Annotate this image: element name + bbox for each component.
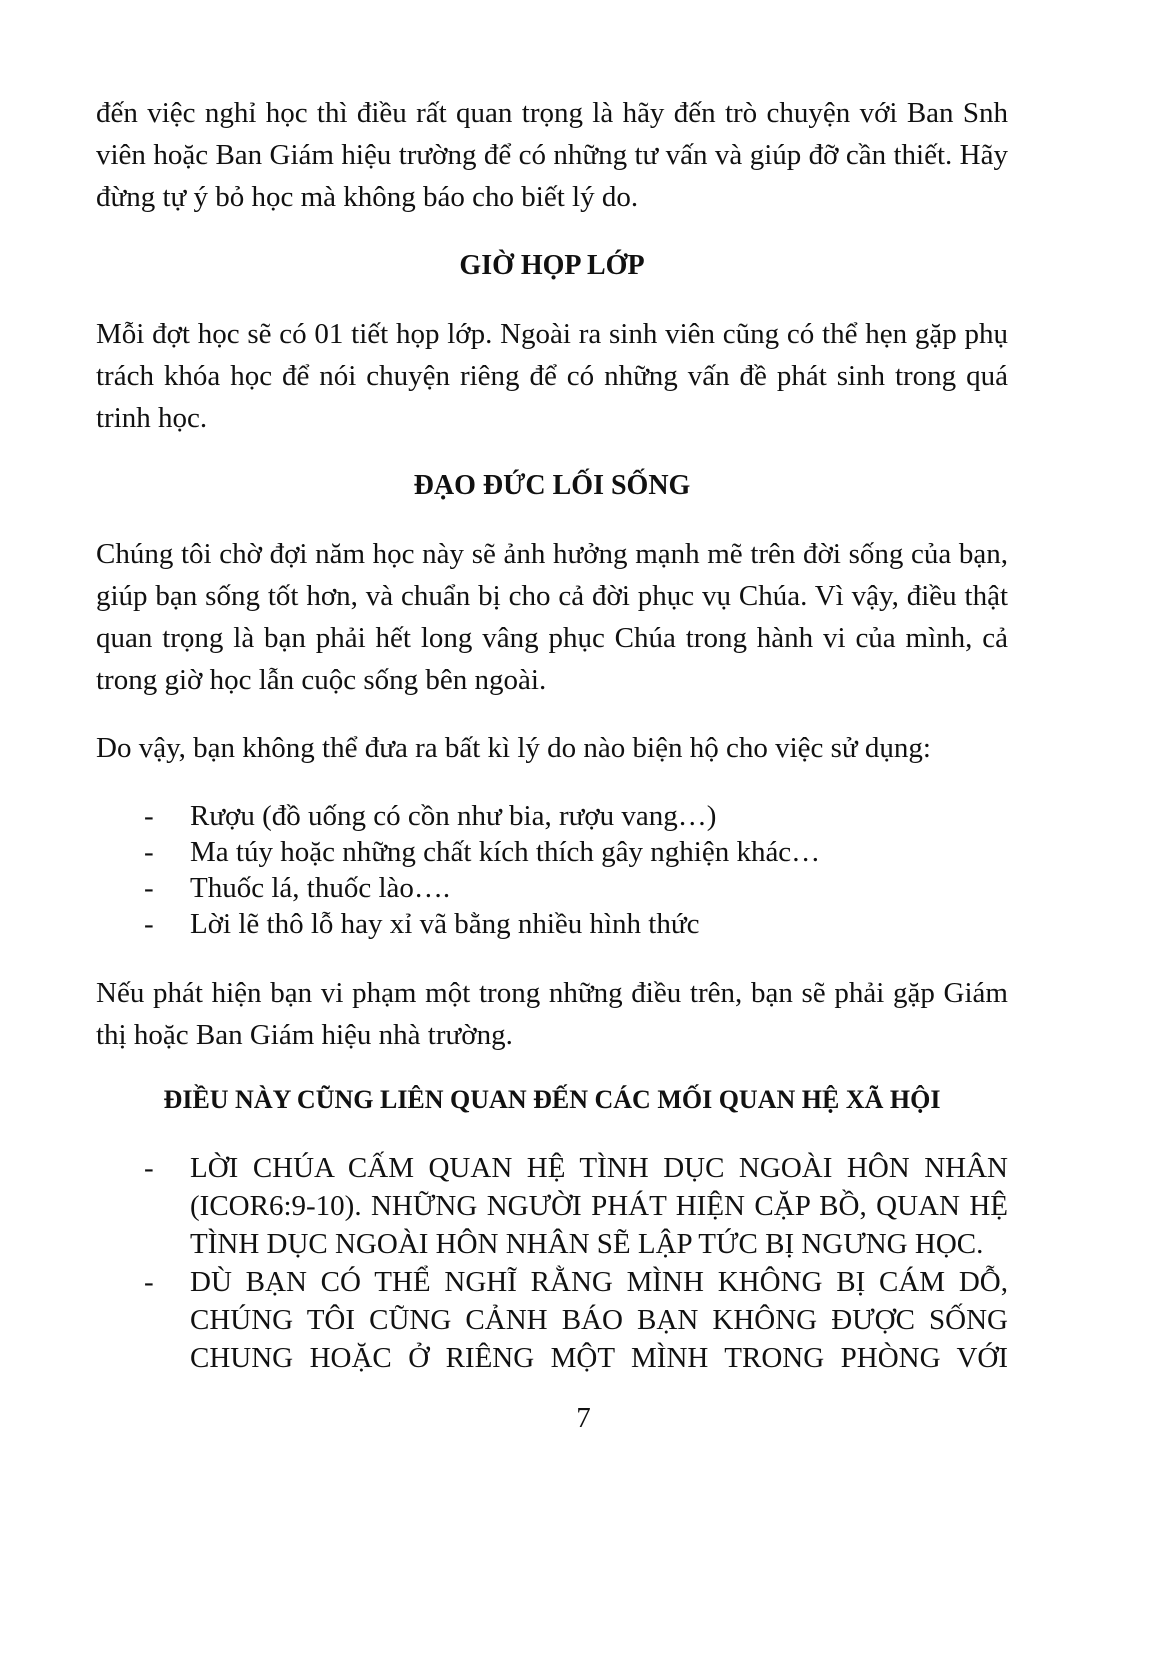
bullet: - bbox=[144, 1266, 154, 1298]
heading-gio-hop-lop: GIỜ HỌP LỚP bbox=[459, 250, 645, 281]
intro-paragraph: đến việc nghỉ học thì điều rất quan trọng là hãy đến trò chuyện với Ban Snh viên hoặc Ban Giám hiệu trường để có những tư vấn và giúp đỡ cần thiết. Hãy đừng tự ý bỏ học mà không báo cho biết lý do. bbox=[96, 97, 1008, 213]
page-number: 7 bbox=[576, 1402, 591, 1434]
paragraph-gio-hop-lop: Mỗi đợt học sẽ có 01 tiết họp lớp. Ngoài ra sinh viên cũng có thể hẹn gặp phụ trách khóa học để nói chuyện riêng để có những vấn đề phát sinh trong quá trinh học. bbox=[96, 318, 1008, 434]
prohibited-list bbox=[96, 798, 1008, 942]
relations-list bbox=[96, 1149, 1008, 1377]
heading-dao-duc-loi-song: ĐẠO ĐỨC LỐI SỐNG bbox=[413, 470, 691, 501]
bullet: - bbox=[144, 1152, 154, 1184]
bullet: - bbox=[144, 908, 154, 940]
list-item: - LỜI CHÚA CẤM QUAN HỆ TÌNH DỤC NGOÀI HÔN NHÂN (ICOR6:9-10). NHỮNG NGƯỜI PHÁT HIỆN CẶP BỒ, QUAN HỆ TÌNH DỤC NGOÀI HÔN NHÂN SẼ LẬP TỨC BỊ NGƯNG HỌC. bbox=[96, 1149, 1008, 1263]
list-item: - Ma túy hoặc những chất kích thích gây nghiện khác… bbox=[144, 836, 821, 868]
list-item: - Thuốc lá, thuốc lào…. bbox=[144, 872, 451, 904]
bullet: - bbox=[144, 872, 154, 904]
bullet: - bbox=[144, 836, 154, 868]
list-item: - DÙ BẠN CÓ THỂ NGHĨ RẰNG MÌNH KHÔNG BỊ CÁM DỖ, CHÚNG TÔI CŨNG CẢNH BÁO BẠN KHÔNG ĐƯỢC SỐNG CHUNG HOẶC Ở RIÊNG MỘT MÌNH TRONG PHÒNG VỚI bbox=[96, 1263, 1008, 1377]
paragraph-dao-duc-1: Chúng tôi chờ đợi năm học này sẽ ảnh hưởng mạnh mẽ trên đời sống của bạn, giúp bạn sống tốt hơn, và chuẩn bị cho cả đời phục vụ Chúa. Vì vậy, điều thật quan trọng là bạn phải hết long vâng phục Chúa trong hành vi của mình, cả trong giờ học lẫn cuộc sống bên ngoài. bbox=[96, 538, 1008, 696]
heading-quan-he-xa-hoi: ĐIỀU NÀY CŨNG LIÊN QUAN ĐẾN CÁC MỐI QUAN HỆ XÃ HỘI bbox=[163, 1085, 941, 1114]
list-item: - Rượu (đồ uống có cồn như bia, rượu vang…) bbox=[144, 800, 717, 832]
paragraph-dao-duc-3: Nếu phát hiện bạn vi phạm một trong những điều trên, bạn sẽ phải gặp Giám thị hoặc Ban Giám hiệu nhà trường. bbox=[96, 977, 1008, 1051]
paragraph-dao-duc-2: Do vậy, bạn không thể đưa ra bất kì lý do nào biện hộ cho việc sử dụng: bbox=[96, 732, 931, 764]
bullet: - bbox=[144, 800, 154, 832]
list-item: - Lời lẽ thô lỗ hay xỉ vã bằng nhiều hình thức bbox=[144, 908, 700, 940]
